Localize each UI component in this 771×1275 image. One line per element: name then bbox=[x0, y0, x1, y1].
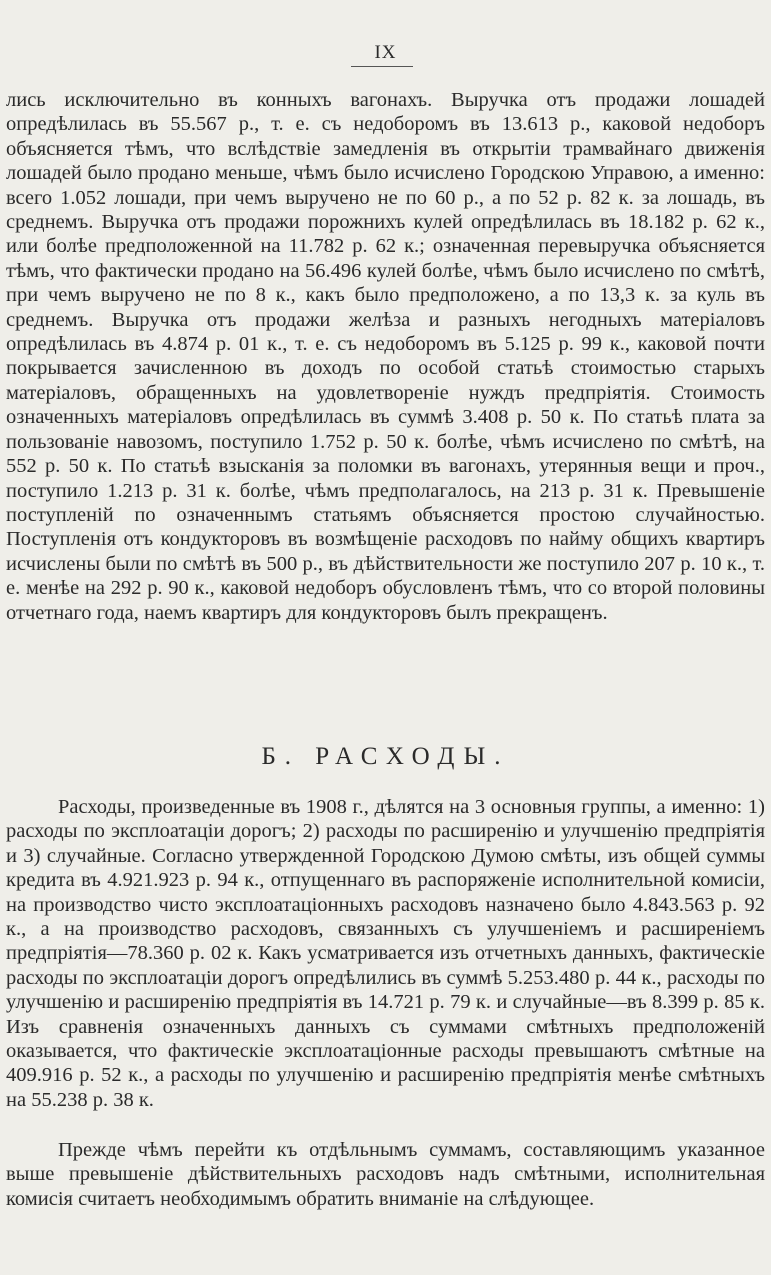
body-paragraph-expenses-text: Расходы, произведенные въ 1908 г., дѣлятся на 3 основныя группы, а именно: 1) расходы по эксплоатаціи дорогъ; 2) расходы по расширенію и улучшенію предпріятія и 3) случайные. Согласно утвержденной Городскою Думою смѣты, изъ общей суммы кредита въ 4.921.923 р. 94 к., отпущеннаго въ распоряженіе исполнительной комисіи, на производство чисто эксплоатаціонныхъ расходовъ назначено было 4.843.563 р. 92 к., а на производство расходовъ, связанныхъ съ улучшеніемъ и расширеніемъ предпріятія—78.360 р. 02 к. Какъ усматривается изъ отчетныхъ данныхъ, фактическіе расходы по эксплоатаціи дорогъ опредѣлились въ суммѣ 5.253.480 р. 44 к., расходы по улучшенію и расширенію предпріятія въ 14.721 р. 79 к. и случайные—въ 8.399 р. 85 к. Изъ сравненія означенныхъ данныхъ съ суммами смѣтныхъ предположеній оказывается, что фактическіе эксплоатаціонные расходы превышаютъ смѣтные на 409.916 р. 52 к., а расходы по улучшенію и расширенію предпріятія менѣе смѣтныхъ на 55.238 р. 38 к. bbox=[6, 796, 765, 1111]
body-paragraph-expenses bbox=[6, 795, 765, 1112]
body-paragraph-note bbox=[6, 1138, 765, 1211]
page-number-rule bbox=[351, 66, 413, 67]
section-heading: Б. РАСХОДЫ. bbox=[261, 743, 510, 770]
body-paragraph-note-text: Прежде чѣмъ перейти къ отдѣльнымъ суммамъ, составляющимъ указанное выше превышеніе дѣйствительныхъ расходовъ надъ смѣтными, исполнительная комисія считаетъ необходимымъ обратить вниманіе на слѣдующее. bbox=[6, 1139, 765, 1210]
page-number: IX bbox=[374, 42, 397, 63]
body-paragraph-revenue: лись исключительно въ конныхъ вагонахъ. Выручка отъ продажи лошадей опредѣлилась въ 55.567 р., т. е. съ недоборомъ въ 13.613 р., каковой недоборъ объясняется тѣмъ, что вслѣдствіе замедленія въ открытіи трамвайнаго движенія лошадей было продано меньше, чѣмъ было исчислено Городскою Управою, а именно: всего 1.052 лошади, при чемъ выручено не по 60 р., а по 52 р. 82 к. за лошадь, въ среднемъ. Выручка отъ продажи порожнихъ кулей опредѣлилась въ 18.182 р. 62 к., или болѣе предположенной на 11.782 р. 62 к.; означенная перевыручка объясняется тѣмъ, что фактически продано на 56.496 кулей болѣе, чѣмъ было исчислено по смѣтѣ, при чемъ выручено не по 8 к., какъ было предположено, а по 13,3 к. за куль въ среднемъ. Выручка отъ продажи желѣза и разныхъ негодныхъ матеріаловъ опредѣлилась въ 4.874 р. 01 к., т. е. съ недоборомъ въ 5.125 р. 99 к., каковой почти покрывается зачисленною въ доходъ по особой статьѣ стоимостью старыхъ матеріаловъ, обращенныхъ на удовлетвореніе нуждъ предпріятія. Стоимость означенныхъ матеріаловъ опредѣлилась въ суммѣ 3.408 р. 50 к. По статьѣ плата за пользованіе навозомъ, поступило 1.752 р. 50 к. болѣе, чѣмъ исчислено по смѣтѣ, на 552 р. 50 к. По статьѣ взысканія за поломки въ вагонахъ, утерянныя вещи и проч., поступило 1.213 р. 31 к. болѣе, чѣмъ предполагалось, на 213 р. 31 к. Превышеніе поступленій по означеннымъ статьямъ объясняется простою случайностью. Поступленія отъ кондукторовъ въ возмѣщеніе расходовъ по найму общихъ квартиръ исчислены были по смѣтѣ въ 500 р., въ дѣйствительности же поступило 207 р. 10 к., т. е. менѣе на 292 р. 90 к., каковой недоборъ обусловленъ тѣмъ, что со второй половины отчетнаго года, наемъ квартиръ для кондукторовъ былъ прекращенъ. bbox=[6, 89, 765, 624]
